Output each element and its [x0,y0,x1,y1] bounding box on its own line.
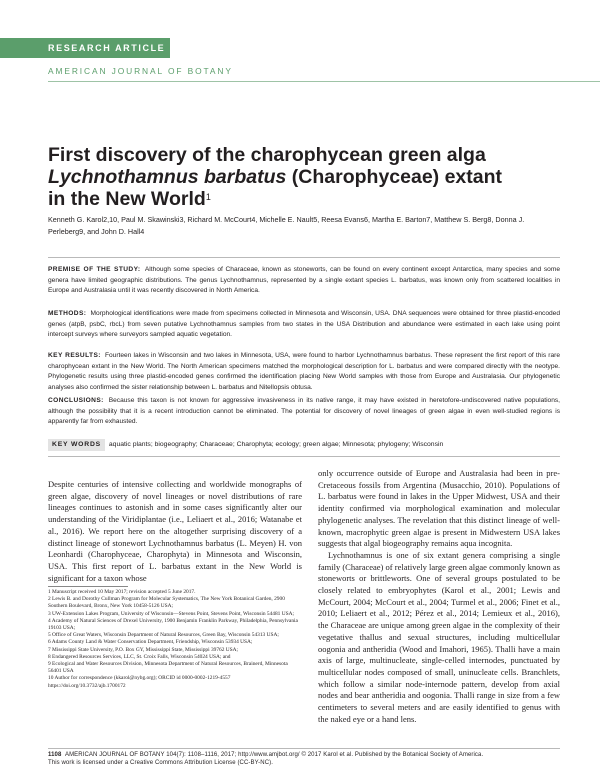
footnote: 6 Adams County Land & Water Conservation Department, Friendship, Wisconsin 53934 USA; [48,639,253,646]
article-title [48,144,508,210]
footnote: 5 Office of Great Waters, Wisconsin Department of Natural Resources, Green Bay, Wisconsin 54313 USA; [48,632,279,639]
page-footer [48,751,568,767]
body-paragraph: Despite centuries of intensive collecting and worldwide monographs of green algae, discovery of novel lineages or novel distributions of rare lineages continues to astonish and in some cases significantly alter our understanding of the Viridiplantae (i.e., Leliaert et al., 2016; Watanabe et al., 2016). We report here on the altogether surprising discovery of a distinct lineage of stonewort Lychnothamnus barbatus (L. Meyen) H. von Leonhardi (Charophyceae, Charophyta) in Minnesota and Wisconsin, USA. This first report of L. barbatus extant in the New World is significant for a taxon whose [48,479,302,583]
citation: AMERICAN JOURNAL OF BOTANY 104(7): 1108–1116, 2017; http://www.amjbot.org/ © 2017 Karol et al. Published by the Botanical Society of America. [64,752,484,758]
abstract-premise [48,265,560,297]
footnotes [48,589,302,690]
results-text: Fourteen lakes in Wisconsin and two lakes in Minnesota, USA, were found to harbor Lychnothamnus barbatus. These represent the first report of this rare charophycean extant in the New World. The North American specimens matched the morphological description for L. barbatus and were compared directly with the neotype. Phylogenetic results using three plastid-encoded genes confirmed the identification placing New World samples with those from Europe and Australasia. Our phylogenetic analyses also confirmed the sister relationship between L. barbatus and Nitellopsis obtusa. [48,352,560,391]
body-column-left [48,479,302,584]
footnote: 4 Academy of Natural Sciences of Drexel University, 1900 Benjamin Franklin Parkway, Philadelphia, Pennsylvania 19103 USA; [48,617,298,632]
body-paragraph: Lychnothamnus is one of six extant genera comprising a single family (Characeae) of relatively large green algae commonly known as stoneworts or brittleworts. One of several groups postulated to be closely related to embryophytes (Karol et al., 2001; Lewis and McCourt, 2004; McCourt et al., 2004; Turmel et al., 2006; Finet et al., 2010; Leliaert et al., 2012; Pérez et al., 2014; Lemieux et al., 2016), the Characeae are unique among green algae in the complexity of their vegetative thallus and sexual structures, including multicellular oogonia and antheridia (Wood and Imahori, 1965). Thalli have a main axis of large, multinucleate, single-celled internodes, punctuated by multicellular nodes composed of small, uninucleate cells. Branchlets, which follow a similar node-internode pattern, develop from axial nodes and bear antheridia and oogonia. Thalli range in size from a few centimeters to several meters and are easily identified to genus with the naked eye or a hand lens. [318,549,560,724]
abstract-methods [48,309,560,341]
premise-label: PREMISE OF THE STUDY: [48,266,141,273]
body-column-right [318,468,560,725]
title-line-2-rest: (Charophyceae) extant [286,166,503,188]
footnote: 3 UW-Extension Lakes Program, University of Wisconsin—Stevens Point, Stevens Point, Wisconsin 54481 USA; [48,610,294,617]
keywords-text: aquatic plants; biogeography; Characeae; Charophyta; ecology; green algae; Minnesota; phylogeny; Wisconsin [108,441,444,448]
doi-link[interactable]: https://doi.org/10.3732/ajb.1700172 [48,682,126,689]
conclusions-text: Because this taxon is not known for aggressive invasiveness in its native range, it may have existed in heretofore-undiscovered native populations, although the possibility that it is a recent introduction cannot be eliminated. The potential for discovery of novel lineages of green algae in even well-studied regions is apparently far from exhausted. [48,397,560,426]
footer-rule [48,748,560,749]
author-list: Kenneth G. Karol2,10, Paul M. Skawinski3, Richard M. McCourt4, Michelle E. Nault5, Reesa Evans6, Martha E. Barton7, Matthew S. Berg8, Donna J. Perleberg9, and John D. Hall4 [48,215,525,236]
section-banner [0,38,170,58]
keywords [48,439,560,451]
section-label: RESEARCH ARTICLE [48,43,166,53]
body-paragraph: only occurrence outside of Europe and Australasia had been in pre-Cretaceous fossils from Argentina (Musacchio, 2010). Populations of L. barbatus were found in lakes in the Upper Midwest, USA and their identity confirmed via morphological examination and molecular phylogenetic analyses. The revelation that this distinct lineage of well-known, macrophytic green algae is present in Midwestern USA lakes suggests that algal biogeography remains aqua incognita. [318,468,560,549]
methods-label: METHODS: [48,310,87,317]
footnote: 2 Lewis B. and Dorothy Cullman Program for Molecular Systematics, The New York Botanical Garden, 2900 Southern Boulevard, Bronx, New York 10458-5126 USA; [48,596,285,610]
conclusions-label: CONCLUSIONS: [48,397,104,404]
title-species: Lychnothamnus barbatus [48,166,287,188]
abstract-bottom-rule [48,456,560,457]
journal-name: AMERICAN JOURNAL OF BOTANY [48,66,233,76]
keywords-label: KEY WORDS [48,439,105,451]
abstract-top-rule [48,257,560,258]
methods-text: Morphological identifications were made from specimens collected in Minnesota and Wisconsin, USA. DNA sequences were obtained for three plastid-encoded genes (atpB, psbC, rbcL) from seven putative Lychnothamnus samples from two states in the USA Distribution and abundance were estimated in each lake using point intercept surveys where surveyors sampled aquatic vegetation. [48,310,560,339]
license: This work is licensed under a Creative Commons Attribution License (CC-BY-NC). [48,760,273,766]
results-label: KEY RESULTS: [48,352,101,359]
title-footnote-mark: 1 [205,192,211,202]
footnote: 10 Author for correspondence (kkarol@nybg.org); ORCID id 0000-0002-1219-4557 [48,675,231,682]
footnote-rule [48,586,128,587]
page-number: 1108 [48,752,62,758]
abstract-conclusions [48,396,560,428]
premise-text: Although some species of Characeae, known as stoneworts, can be found on every continent except Antarctica, many species and some genera have limited geographic distributions. The genus Lychnothamnus, represented by a single extant species L. barbatus, was known only from scattered localities in Europe and Australasia until it was recently discovered in North America. [48,266,560,295]
footnote: 9 Ecological and Water Resources Division, Minnesota Department of Natural Resources, Brainerd, Minnesota 56401 USA [48,661,288,675]
header-rule [48,81,600,82]
footnote: 8 Endangered Resources Services, LLC, St. Croix Falls, Wisconsin 54024 USA; and [48,653,231,660]
footnote: 7 Mississippi State University, P.O. Box GY, Mississippi State, Mississippi 39762 USA; [48,646,239,653]
title-line-3: in the New World [48,188,206,210]
footnote: 1 Manuscript received 10 May 2017; revision accepted 5 June 2017. [48,589,196,595]
abstract-results [48,351,560,393]
title-line-1: First discovery of the charophycean green alga [48,144,486,166]
